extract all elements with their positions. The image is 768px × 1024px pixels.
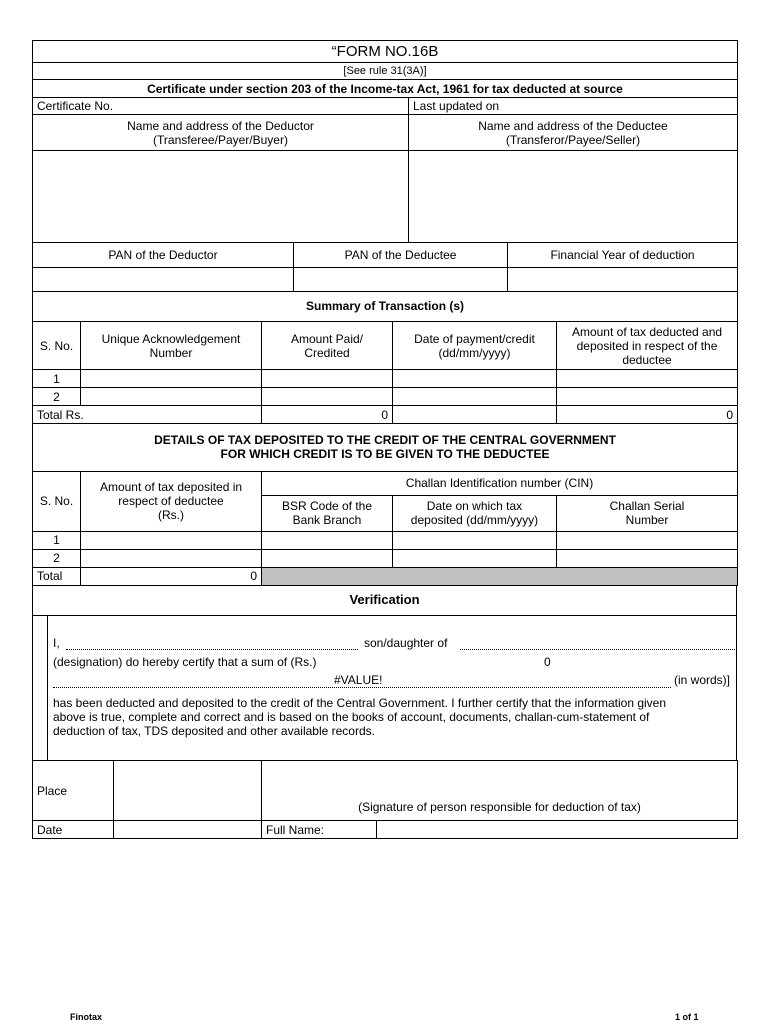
deductor-name-header	[33, 115, 409, 151]
date-label: Date	[33, 821, 114, 839]
details-total-label: Total	[33, 567, 81, 585]
tax-field[interactable]	[557, 370, 738, 388]
amount-field[interactable]	[262, 388, 393, 406]
challan-serial-header	[557, 495, 738, 531]
details-sno-header: S. No.	[33, 471, 81, 531]
footer-page-number: 1 of 1	[675, 1012, 699, 1022]
last-updated-label: Last updated on	[409, 98, 738, 115]
financial-year-field[interactable]	[508, 267, 738, 291]
deductor-address-field[interactable]	[33, 151, 409, 243]
rule-reference: [See rule 31(3A)]	[33, 63, 738, 80]
details-row-number: 1	[33, 531, 81, 549]
parent-dotted-field[interactable]	[460, 649, 735, 650]
cin-header: Challan Identification number (CIN)	[262, 471, 738, 495]
tax-header-line3: deductee	[622, 352, 672, 367]
place-field[interactable]	[114, 761, 262, 821]
summary-tax-header	[557, 322, 738, 370]
verification-title: Verification	[33, 586, 737, 616]
certification-line1: has been deducted and deposited to the credit of the Central Government. I further certify that the information given	[53, 696, 667, 710]
details-amount-header	[81, 471, 262, 531]
deposit-date-line1: Date on which tax	[426, 499, 523, 513]
words-value: #VALUE!	[334, 673, 383, 687]
details-row	[33, 549, 738, 567]
summary-sno-header: S. No.	[33, 322, 81, 370]
amount-header-line2: Credited	[304, 345, 350, 360]
bsr-header	[262, 495, 393, 531]
details-row	[33, 531, 738, 549]
pan-deductee-label: PAN of the Deductee	[294, 243, 508, 267]
designation-text: (designation) do hereby certify that a sum of (Rs.)	[53, 655, 317, 669]
full-name-label: Full Name:	[262, 821, 377, 839]
son-daughter-label: son/daughter of	[364, 636, 448, 650]
date-input-field[interactable]	[114, 821, 262, 839]
certification-paragraph	[53, 696, 733, 738]
amount-header-line1: Amount Paid/	[290, 331, 364, 346]
deposit-date-field[interactable]	[393, 549, 557, 567]
details-table	[32, 424, 738, 586]
summary-date-header	[393, 322, 557, 370]
ack-header-line1: Unique Acknowledgement	[101, 331, 241, 346]
verification-text-area	[47, 616, 738, 760]
summary-amount-header	[262, 322, 393, 370]
challan-serial-line1: Challan Serial	[609, 499, 685, 513]
summary-row-number: 1	[33, 370, 81, 388]
certificate-no-label: Certificate No.	[33, 98, 409, 115]
summary-row	[33, 370, 738, 388]
summary-total-label: Total Rs.	[33, 406, 262, 424]
deductee-address-field[interactable]	[409, 151, 738, 243]
details-title	[33, 424, 738, 471]
challan-serial-field[interactable]	[557, 531, 738, 549]
details-amount-line3: (Rs.)	[158, 508, 184, 522]
summary-total-row	[33, 406, 738, 424]
certification-line2: above is true, complete and correct and is based on the books of account, documents, challan-cum-statement of	[53, 710, 650, 724]
sum-value: 0	[544, 655, 551, 669]
date-header-line1: Date of payment/credit	[414, 331, 535, 346]
pan-deductee-field[interactable]	[294, 267, 508, 291]
place-label: Place	[33, 761, 114, 821]
summary-total-date	[393, 406, 557, 424]
deposit-date-header	[393, 495, 557, 531]
form-16b	[32, 40, 737, 839]
details-total-amount: 0	[81, 567, 262, 585]
date-field[interactable]	[393, 370, 557, 388]
full-name-field[interactable]	[377, 821, 738, 839]
date-header-line2: (dd/mm/yyyy)	[438, 345, 511, 360]
deposit-date-line2: deposited (dd/mm/yyyy)	[410, 513, 539, 527]
bsr-code-field[interactable]	[262, 531, 393, 549]
tax-header-line1: Amount of tax deducted and	[571, 324, 723, 339]
ack-field[interactable]	[81, 370, 262, 388]
details-amount-line1: Amount of tax deposited in	[99, 480, 243, 494]
challan-serial-line2: Number	[625, 513, 669, 527]
words-dotted-field[interactable]	[53, 687, 671, 688]
name-dotted-field[interactable]	[66, 649, 358, 650]
verification-body	[32, 616, 737, 760]
pan-table	[32, 243, 738, 292]
details-total-row	[33, 567, 738, 585]
summary-ack-header	[81, 322, 262, 370]
deductee-name-label: Name and address of the Deductee	[478, 118, 668, 133]
challan-serial-field[interactable]	[557, 549, 738, 567]
details-title-line1: DETAILS OF TAX DEPOSITED TO THE CREDIT OF THE CENTRAL GOVERNMENT	[154, 433, 616, 448]
deposit-date-field[interactable]	[393, 531, 557, 549]
pan-deductor-label: PAN of the Deductor	[33, 243, 294, 267]
bsr-header-line1: BSR Code of the	[281, 499, 373, 513]
pan-deductor-field[interactable]	[33, 267, 294, 291]
deductee-name-header	[409, 115, 738, 151]
details-total-shaded	[262, 567, 738, 585]
summary-row-number: 2	[33, 388, 81, 406]
summary-row	[33, 388, 738, 406]
form-title: “FORM NO.16B	[33, 41, 738, 63]
deductor-name-label: Name and address of the Deductor	[127, 118, 314, 133]
ack-field[interactable]	[81, 388, 262, 406]
deductor-role-label: (Transferee/Payer/Buyer)	[153, 132, 288, 147]
certification-line3: deduction of tax, TDS deposited and other available records.	[53, 724, 375, 738]
amount-field[interactable]	[262, 370, 393, 388]
tax-header-line2: deposited in respect of the	[576, 338, 718, 353]
summary-total-amount: 0	[262, 406, 393, 424]
signature-label: (Signature of person responsible for deduction of tax)	[262, 761, 738, 821]
details-title-line2: FOR WHICH CREDIT IS TO BE GIVEN TO THE DEDUCTEE	[220, 447, 550, 462]
deposit-amount-field[interactable]	[81, 549, 262, 567]
bsr-code-field[interactable]	[262, 549, 393, 567]
header-table	[32, 40, 738, 243]
signature-table	[32, 760, 738, 839]
details-row-number: 2	[33, 549, 81, 567]
summary-total-tax: 0	[557, 406, 738, 424]
bsr-header-line2: Bank Branch	[292, 513, 362, 527]
footer-brand: Finotax	[70, 1012, 103, 1022]
financial-year-label: Financial Year of deduction	[508, 243, 738, 267]
date-field[interactable]	[393, 388, 557, 406]
deposit-amount-field[interactable]	[81, 531, 262, 549]
deductee-role-label: (Transferor/Payee/Seller)	[505, 132, 641, 147]
summary-table	[32, 292, 738, 425]
i-label: I,	[53, 636, 60, 650]
ack-header-line2: Number	[149, 345, 193, 360]
tax-field[interactable]	[557, 388, 738, 406]
in-words-label: (in words)]	[674, 673, 731, 687]
summary-title: Summary of Transaction (s)	[33, 292, 738, 322]
details-amount-line2: respect of deductee	[118, 494, 224, 508]
form-subtitle: Certificate under section 203 of the Income-tax Act, 1961 for tax deducted at source	[33, 80, 738, 98]
verification-title-table	[32, 586, 737, 617]
